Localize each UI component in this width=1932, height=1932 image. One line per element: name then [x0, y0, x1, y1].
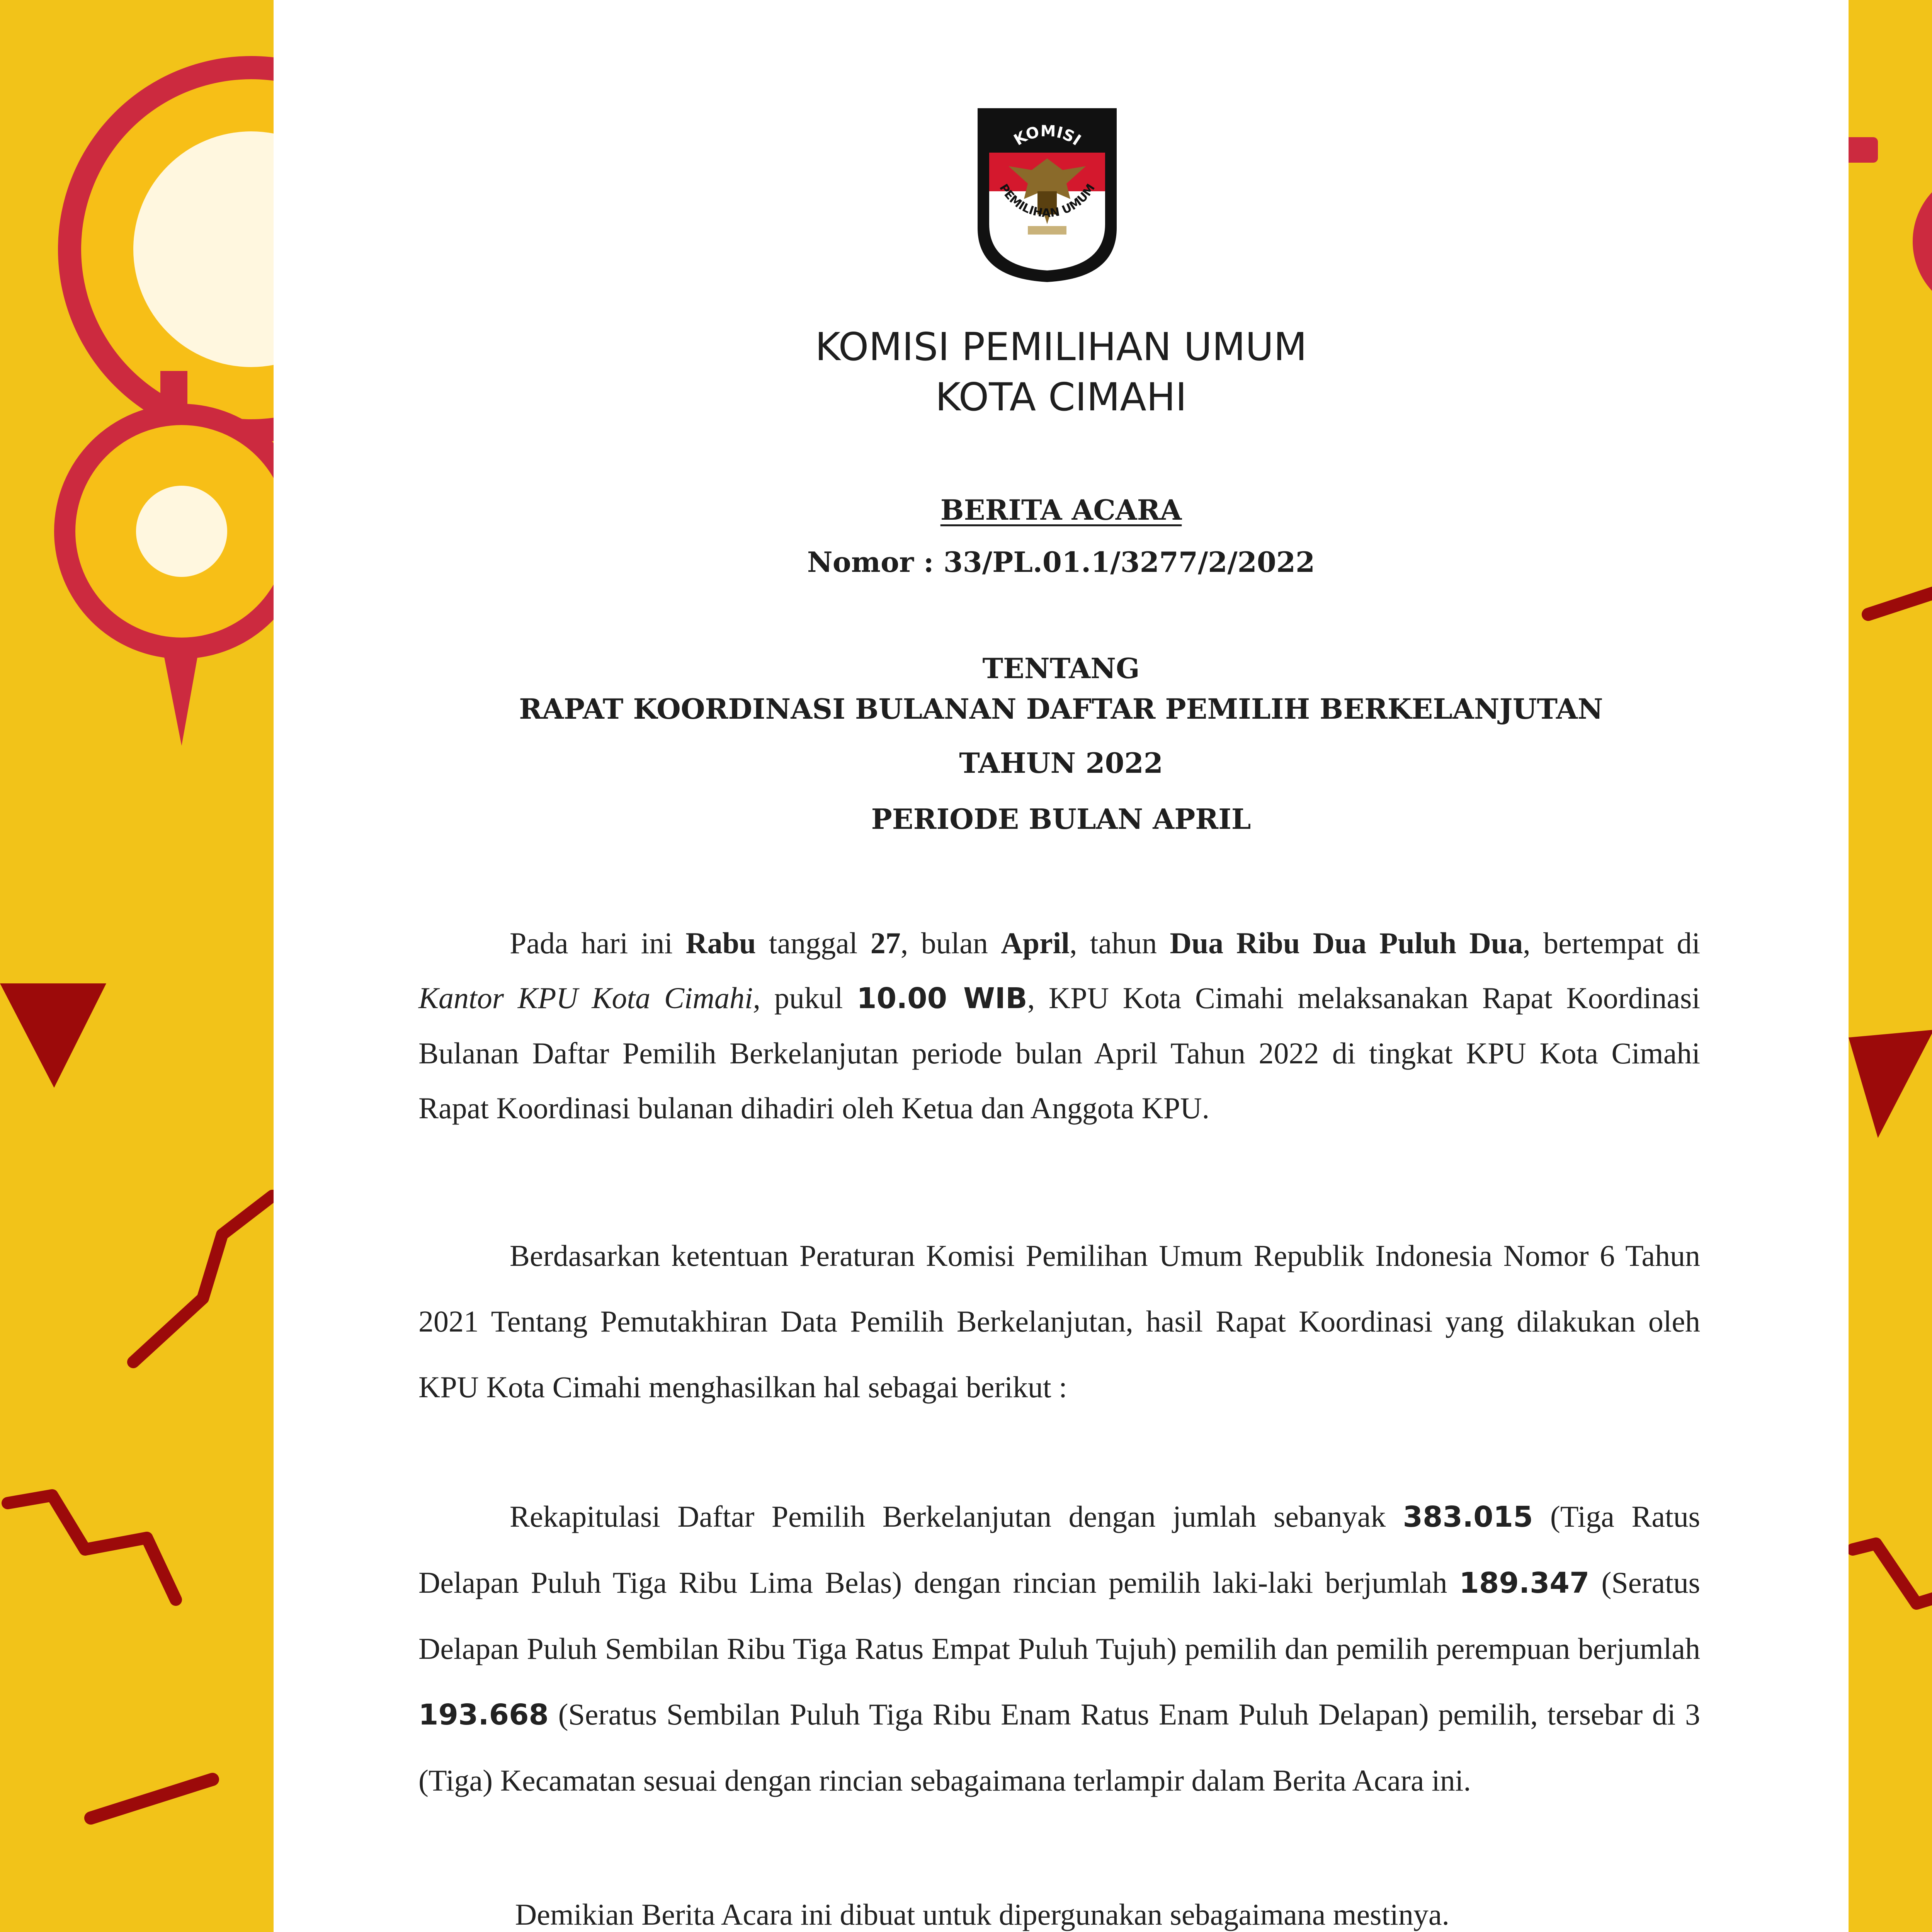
closing-paragraph: Demikian Berita Acara ini dibuat untuk dipergunakan sebagaimana mestinya. — [515, 1898, 1449, 1931]
logo-top-text: KOMISI — [1010, 122, 1084, 150]
female-voters: 193.668 — [418, 1698, 549, 1731]
ring-decoration — [1925, 182, 1932, 301]
meeting-time: 10.00 WIB — [857, 982, 1027, 1015]
about-heading: TENTANG — [982, 652, 1140, 685]
opening-paragraph: Pada hari ini Rabu tanggal 27, bulan April, tahun Dua Ribu Dua Puluh Dua, bertempat di Kantor KPU Kota Cimahi, pukul 10.00 WIB, KPU Kota Cimahi melaksanakan Rapat Koordinasi Bulanan Daftar Pemilih Berkelanjutan periode bulan April Tahun 2022 di tingkat KPU Kota Cimahi Rapat Koordinasi bulanan dihadiri oleh Ketua dan Anggota KPU. — [418, 926, 1701, 1125]
male-voters: 189.347 — [1459, 1566, 1590, 1600]
zigzag-decoration — [1853, 1544, 1932, 1648]
recap-paragraph: Rekapitulasi Daftar Pemilih Berkelanjutan dengan jumlah sebanyak 383.015 (Tiga Ratus Delapan Puluh Tiga Ribu Lima Belas) dengan rincian pemilih laki-laki berjumlah 189.347 (Seratus Delapan Puluh Sembilan Ribu Tiga Ratus Empat Puluh Tujuh) pemilih dan pemilih perempuan berjumlah 193.668 (Seratus Sembilan Puluh Tiga Ribu Enam Ratus Enam Puluh Delapan) pemilih, tersebar di 3 (Tiga) Kecamatan sesuai dengan rincian sebagaimana terlampir dalam Berita Acara ini. — [418, 1500, 1700, 1797]
total-voters: 383.015 — [1403, 1500, 1533, 1534]
meeting-place: Kantor KPU Kota Cimahi, — [418, 981, 761, 1015]
dash-decoration — [1868, 576, 1932, 614]
zigzag-decoration — [133, 1196, 272, 1362]
meeting-day: Rabu — [685, 926, 756, 960]
document-number: Nomor : 33/PL.01.1/3277/2/2022 — [807, 546, 1315, 578]
logo-bottom-text: PEMILIHAN UMUM — [997, 181, 1098, 220]
kpu-logo-emblem — [970, 100, 1124, 286]
organization-name: KOMISI PEMILIHAN UMUM — [815, 324, 1307, 369]
zigzag-decoration — [8, 1495, 176, 1600]
dash-decoration — [91, 1779, 213, 1818]
year-heading: TAHUN 2022 — [959, 747, 1163, 779]
legal-basis-paragraph: Berdasarkan ketentuan Peraturan Komisi Pemilihan Umum Republik Indonesia Nomor 6 Tahun 2021 Tentang Pemutakhiran Data Pemilih Berkelanjutan, hasil Rapat Koordinasi yang dilakukan oleh KPU Kota Cimahi menghasilkan hal sebagai berikut : — [418, 1239, 1700, 1404]
period-heading: PERIODE BULAN APRIL — [871, 803, 1251, 835]
triangle-decoration — [0, 983, 106, 1088]
meeting-year: Dua Ribu Dua Puluh Dua — [1170, 926, 1523, 960]
meeting-month: April — [1001, 926, 1070, 960]
document-type-heading: BERITA ACARA — [940, 493, 1182, 526]
meeting-date: 27 — [870, 926, 901, 960]
organization-city: KOTA CIMAHI — [935, 374, 1187, 420]
triangle-decoration — [1849, 1030, 1932, 1138]
subject-heading: RAPAT KOORDINASI BULANAN DAFTAR PEMILIH BERKELANJUTAN — [519, 692, 1603, 725]
